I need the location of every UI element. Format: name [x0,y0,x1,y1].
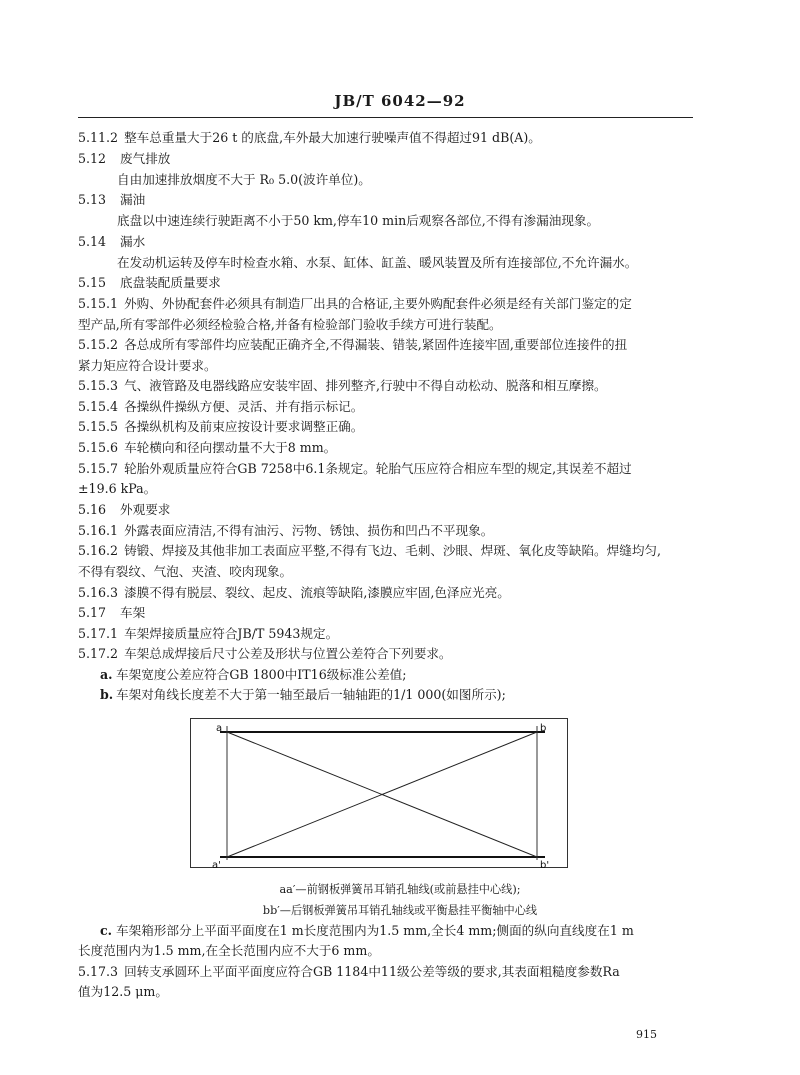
section-number: 5.14 [78,234,107,249]
clause-number: 5.17.3 [78,964,119,979]
clause-text: 各操纵机构及前束应按设计要求调整正确。 [124,419,364,434]
section-number: 5.16 [78,502,107,517]
clause-text: 车架焊接质量应符合JB/T 5943规定。 [124,626,339,641]
point-label-a-prime: a' [212,860,221,868]
list-item-b [100,687,693,703]
list-item-a [100,667,693,683]
frame-diagonal-diagram [190,718,568,868]
clause-5-15-7 [78,461,693,477]
clause-5-15-2-continued: 紧力矩应符合设计要求。 [78,358,217,373]
clause-text: 铸锻、焊接及其他非加工表面应平整,不得有飞边、毛刺、沙眼、焊斑、氧化皮等缺陷。焊缝均匀, [124,543,662,558]
clause-5-15-5 [78,419,693,435]
clause-number: 5.16.3 [78,585,119,600]
section-5-12-heading [78,151,693,167]
clause-number: 5.11.2 [78,130,119,145]
list-text: 车架对角线长度差不大于第一轴至最后一轴轴距的1/1 000(如图所示); [116,687,506,702]
clause-number: 5.15.4 [78,399,119,414]
clause-text: 漆膜不得有脱层、裂纹、起皮、流痕等缺陷,漆膜应牢固,色泽应光亮。 [124,585,510,600]
clause-number: 5.15.2 [78,337,119,352]
list-text: 车架宽度公差应符合GB 1800中IT16级标准公差值; [116,667,407,682]
clause-number: 5.17.2 [78,646,119,661]
clause-5-15-1-continued: 型产品,所有零部件必须经检验合格,并备有检验部门验收手续方可进行装配。 [78,317,502,332]
section-title: 废气排放 [120,151,171,166]
section-number: 5.12 [78,151,107,166]
clause-5-17-3-continued: 值为12.5 μm。 [78,984,168,999]
clause-5-15-4 [78,399,693,415]
list-item-c [100,923,693,939]
section-number: 5.17 [78,605,107,620]
clause-number: 5.17.1 [78,626,119,641]
list-label: c. [100,923,113,938]
clause-text: 回转支承圆环上平面平面度应符合GB 1184中11级公差等级的要求,其表面粗糙度参数Ra [124,964,620,979]
clause-5-15-1 [78,296,693,312]
clause-text: 车轮横向和径向摆动量不大于8 mm。 [124,440,337,455]
clause-5-16-2 [78,543,693,559]
figure-caption-aa: aa′—前钢板弹簧吊耳销孔轴线(或前悬挂中心线); [279,883,521,896]
section-5-13-body: 底盘以中速连续行驶距离不小于50 km,停车10 min后观察各部位,不得有渗漏油现象。 [117,213,600,228]
list-item-c-continued: 长度范围内为1.5 mm,在全长范围内应不大于6 mm。 [78,943,380,958]
point-label-b-prime: b' [540,860,550,868]
point-label-b: b [540,723,547,734]
clause-5-15-2 [78,337,693,353]
clause-number: 5.16.2 [78,543,119,558]
clause-text: 整车总重量大于26 t 的底盘,车外最大加速行驶噪声值不得超过91 dB(A)。 [124,130,541,145]
list-label: a. [100,667,113,682]
clause-text: 轮胎外观质量应符合GB 7258中6.1条规定。轮胎气压应符合相应车型的规定,其误差不超过 [124,461,632,476]
section-title: 外观要求 [120,502,171,517]
section-5-12-body: 自由加速排放烟度不大于 R₀ 5.0(波许单位)。 [117,172,371,187]
clause-5-16-1 [78,523,693,539]
clause-number: 5.15.3 [78,378,119,393]
clause-number: 5.15.5 [78,419,119,434]
clause-5-16-2-continued: 不得有裂纹、气泡、夹渣、咬肉现象。 [78,564,293,579]
clause-5-17-2 [78,646,693,662]
figure-caption-bb: bb′—后钢板弹簧吊耳销孔轴线或平衡悬挂平衡轴中心线 [262,904,538,917]
page-header: JB/T 6042—92 [334,92,466,110]
section-5-17-heading [78,605,693,621]
clause-text: 各操纵件操纵方便、灵活、并有指示标记。 [124,399,364,414]
clause-5-17-1 [78,626,693,642]
header-rule [78,117,693,118]
clause-5-17-3 [78,964,693,980]
clause-5-16-3 [78,585,693,601]
section-title: 底盘装配质量要求 [120,275,221,290]
clause-text: 车架总成焊接后尺寸公差及形状与位置公差符合下列要求。 [124,646,452,661]
section-number: 5.15 [78,275,107,290]
list-label: b. [100,687,114,702]
page-number: 915 [636,1028,657,1041]
clause-text: 外露表面应清洁,不得有油污、污物、锈蚀、损伤和凹凸不平现象。 [124,523,494,538]
section-5-14-heading [78,234,693,250]
section-5-16-heading [78,502,693,518]
clause-5-15-6 [78,440,693,456]
section-title: 漏油 [120,192,146,207]
section-title: 漏水 [120,234,146,249]
clause-text: 外购、外协配套件必须具有制造厂出具的合格证,主要外购配套件必须是经有关部门鉴定的定 [124,296,632,311]
clause-5-15-3 [78,378,693,394]
clause-text: 各总成所有零部件均应装配正确齐全,不得漏装、错装,紧固件连接牢固,重要部位连接件的扭 [124,337,628,352]
clause-number: 5.15.1 [78,296,119,311]
clause-number: 5.15.7 [78,461,119,476]
section-number: 5.13 [78,192,107,207]
clause-number: 5.15.6 [78,440,119,455]
point-label-a: a [216,723,223,734]
section-5-13-heading [78,192,693,208]
section-5-14-body: 在发动机运转及停车时检查水箱、水泵、缸体、缸盖、暖风装置及所有连接部位,不允许漏水。 [117,255,638,270]
section-5-15-heading [78,275,693,291]
clause-5-11-2 [78,130,693,146]
clause-5-15-7-continued: ±19.6 kPa。 [78,481,157,496]
clause-number: 5.16.1 [78,523,119,538]
clause-text: 气、液管路及电器线路应安装牢固、排列整齐,行驶中不得自动松动、脱落和相互摩擦。 [124,378,607,393]
list-text: 车架箱形部分上平面平面度在1 m长度范围内为1.5 mm,全长4 mm;侧面的纵向直线度在1 m [116,923,634,938]
section-title: 车架 [120,605,146,620]
